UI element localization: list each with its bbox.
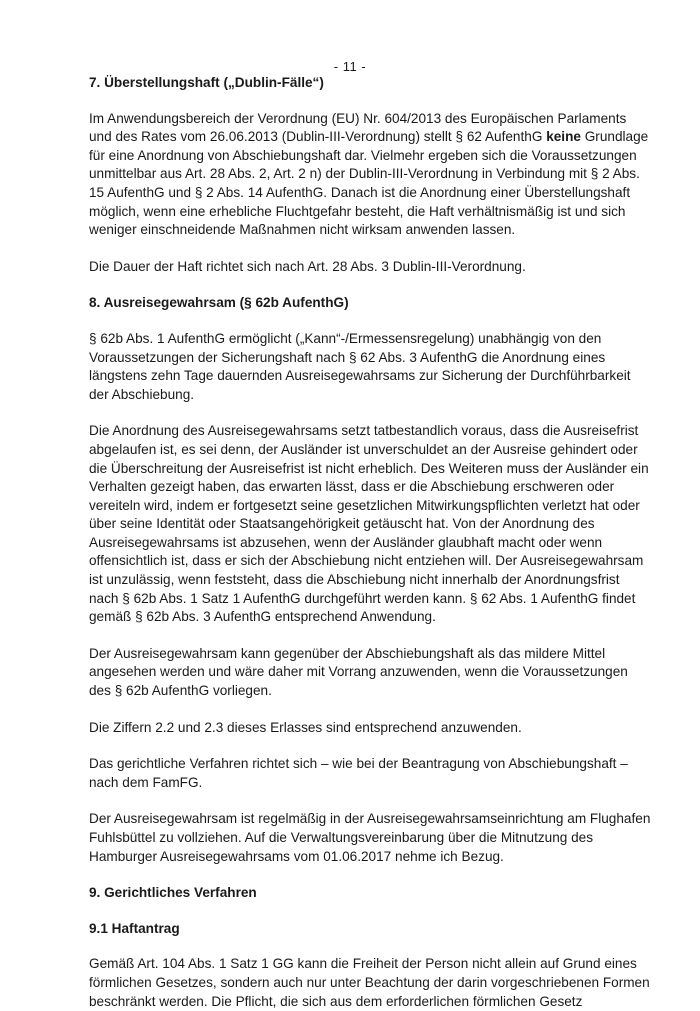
section-9-heading: 9. Gerichtliches Verfahren [89, 885, 257, 901]
document-body [89, 74, 651, 1011]
text-run: Im Anwendungsbereich der Verordnung (EU) Nr. 604/2013 des Europäischen Parlaments und des Rates vom 26.06.2013 (Dublin-III-Verordnung) stellt § 62 AufenthG [89, 110, 627, 145]
section-7-paragraph-1 [89, 110, 651, 240]
section-9-1-heading: 9.1 Haftantrag [89, 920, 180, 936]
emphasis-keine: keine [546, 129, 581, 145]
section-8-paragraph-5: Das gerichtliche Verfahren richtet sich – wie bei der Beantragung von Abschiebungshaft – nach dem FamFG. [89, 756, 628, 790]
section-8-paragraph-6: Der Ausreisegewahrsam ist regelmäßig in der Ausreisegewahrsamseinrichtung am Flughafen Fuhlsbüttel zu vollziehen. Auf die Verwaltungsvereinbarung über die Mitnutzung des Hamburger Ausreisegewahrsams vom 01.06.2017 nehme ich Bezug. [89, 811, 651, 864]
section-8-paragraph-2: Die Anordnung des Ausreisegewahrsams setzt tatbestandlich voraus, dass die Ausreisefrist abgelaufen ist, es sei denn, der Ausländer ist unverschuldet an der Ausreise gehindert oder die Überschreitung der Ausreisefrist ist nicht erheblich. Des Weiteren muss der Ausländer ein Verhalten gezeigt haben, das erwarten lässt, dass er die Abschiebung erschweren oder vereiteln wird, indem er fortgesetzt seine gesetzlichen Mitwirkungspflichten verletzt hat oder über seine Identität oder Staatsangehörigkeit getäuscht hat. Von der Anordnung des Ausreisegewahrsams ist abzusehen, wenn der Ausländer glaubhaft macht oder wenn offensichtlich ist, dass er sich der Abschiebung nicht entziehen will. Der Ausreisegewahrsam ist unzulässig, wenn feststeht, dass die Abschiebung nicht innerhalb der Anordnungsfrist nach § 62b Abs. 1 Satz 1 AufenthG durchgeführt werden kann. § 62 Abs. 1 AufenthG findet gemäß § 62b Abs. 3 AufenthG entsprechend Anwendung. [89, 423, 649, 625]
section-8-heading: 8. Ausreisegewahrsam (§ 62b AufenthG) [89, 295, 349, 311]
section-8-paragraph-4: Die Ziffern 2.2 und 2.3 dieses Erlasses sind entsprechend anzuwenden. [89, 719, 522, 735]
section-9-1-paragraph-1: Gemäß Art. 104 Abs. 1 Satz 1 GG kann die Freiheit der Person nicht allein auf Grund eines förmlichen Gesetzes, sondern auch nur unter Beachtung der darin vorgeschriebenen Formen beschränkt werden. Die Pflicht, die sich aus dem erforderlichen förmlichen Gesetz [89, 956, 650, 1009]
text-run: Grundlage für eine Anordnung von Abschiebungshaft dar. Vielmehr ergeben sich die Voraussetzungen unmittelbar aus Art. 28 Abs. 2, Art. 2 n) der Dublin-III-Verordnung in Verbindung mit § 2 Abs. 15 AufenthG und § 2 Abs. 14 AufenthG. Danach ist die Anordnung einer Überstellungshaft möglich, wenn eine erhebliche Fluchtgefahr besteht, die Haft verhältnismäßig ist und sich weniger einschneidende Maßnahmen nicht wirksam anwenden lassen. [89, 129, 649, 238]
section-8-paragraph-1: § 62b Abs. 1 AufenthG ermöglicht („Kann“-/Ermessensregelung) unabhängig von den Voraussetzungen der Sicherungshaft nach § 62 Abs. 3 AufenthG die Anordnung eines längstens zehn Tage dauernden Ausreisegewahrsams zur Sicherung der Durchführbarkeit der Abschiebung. [89, 330, 631, 402]
section-7-paragraph-2: Die Dauer der Haft richtet sich nach Art. 28 Abs. 3 Dublin-III-Verordnung. [89, 258, 526, 274]
section-8-paragraph-3: Der Ausreisegewahrsam kann gegenüber der Abschiebungshaft als das mildere Mittel angesehen werden und wäre daher mit Vorrang anzuwenden, wenn die Voraussetzungen des § 62b AufenthG vorliegen. [89, 645, 628, 699]
section-7-heading: 7. Überstellungshaft („Dublin-Fälle“) [89, 75, 324, 90]
page-number: - 11 - [333, 59, 367, 74]
